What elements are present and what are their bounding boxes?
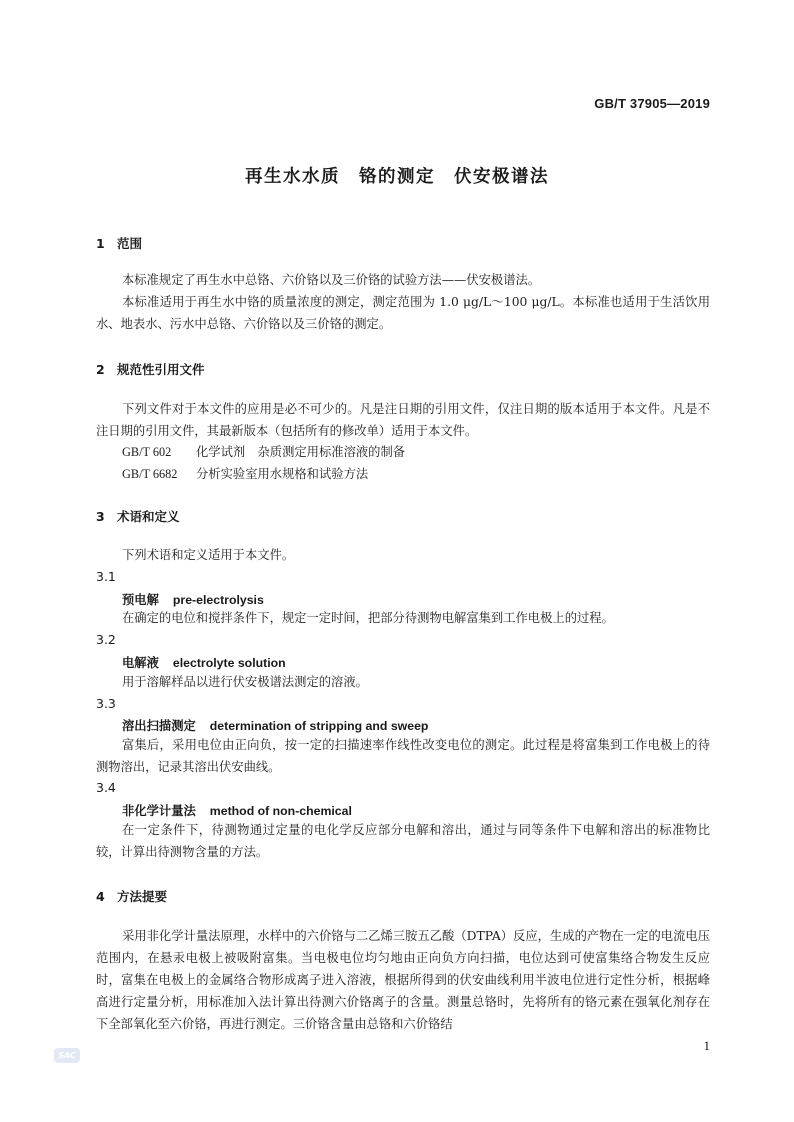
section-2-paragraph-1: 下列文件对于本文件的应用是必不可少的。凡是注日期的引用文件，仅注日期的版本适用于本文件。凡是不注日期的引用文件，其最新版本（包括所有的修改单）适用于本文件。 <box>96 402 710 438</box>
section-number: 2 <box>96 362 105 377</box>
reference-title: 分析实验室用水规格和试验方法 <box>196 467 369 481</box>
section-number: 1 <box>96 236 105 251</box>
term-heading <box>122 590 264 608</box>
section-title: 术语和定义 <box>117 509 180 524</box>
term-chinese: 非化学计量法 <box>122 804 196 818</box>
term-heading <box>122 716 428 734</box>
section-1-heading <box>96 234 142 252</box>
term-definition: 在一定条件下，待测物通过定量的电化学反应部分电解和溶出，通过与同等条件下电解和溶出的标准物比较，计算出待测物含量的方法。 <box>96 823 710 859</box>
term-chinese: 预电解 <box>122 593 159 607</box>
term-heading <box>122 653 286 671</box>
section-3-heading <box>96 507 180 525</box>
term-number: 3.2 <box>96 632 116 647</box>
term-chinese: 溶出扫描测定 <box>122 719 196 733</box>
term-chinese: 电解液 <box>122 656 159 670</box>
document-title: 再生水水质 铬的测定 伏安极谱法 <box>245 167 549 187</box>
section-number: 4 <box>96 889 105 904</box>
term-number: 3.1 <box>96 569 116 584</box>
reference-item <box>122 442 405 460</box>
term-english: pre-electrolysis <box>172 593 264 607</box>
section-1-paragraph-1: 本标准规定了再生水中总铬、六价铬以及三价铬的试验方法——伏安极谱法。 <box>122 273 541 287</box>
term-english: determination of stripping and sweep <box>209 719 429 733</box>
section-title: 范围 <box>117 236 143 251</box>
term-heading <box>122 801 352 819</box>
section-1-paragraph-2: 本标准适用于再生水中铬的质量浓度的测定，测定范围为 1.0 μg/L～100 μg/L。本标准也适用于生活饮用水、地表水、污水中总铬、六价铬以及三价铬的测定。 <box>96 295 710 331</box>
term-english: method of non-chemical <box>209 804 352 818</box>
term-definition: 用于溶解样品以进行伏安极谱法测定的溶液。 <box>122 675 368 689</box>
term-english: electrolyte solution <box>172 656 286 670</box>
section-2-heading <box>96 360 205 378</box>
reference-code: GB/T 6682 <box>122 467 178 481</box>
term-definition: 富集后，采用电位由正向负，按一定的扫描速率作线性改变电位的测定。此过程是将富集到工作电极上的待测物溶出，记录其溶出伏安曲线。 <box>96 738 710 774</box>
sac-logo-icon: SAC <box>54 1048 80 1063</box>
section-number: 3 <box>96 509 105 524</box>
section-3-paragraph-1: 下列术语和定义适用于本文件。 <box>122 548 295 562</box>
term-definition: 在确定的电位和搅拌条件下，规定一定时间，把部分待测物电解富集到工作电极上的过程。 <box>122 611 614 625</box>
reference-item <box>122 464 368 482</box>
page-number: 1 <box>703 1038 710 1053</box>
term-number: 3.3 <box>96 696 116 711</box>
section-4-paragraph-1: 采用非化学计量法原理，水样中的六价铬与二乙烯三胺五乙酸（DTPA）反应，生成的产物在一定的电流电压范围内，在悬汞电极上被吸附富集。当电极电位均匀地由正向负方向扫描，电位达到可使富集络合物发生反应时，富集在电极上的金属络合物形成离子进入溶液，根据所得到的伏安曲线利用半波电位进行定性分析，根据峰高进行定量分析，用标准加入法计算出待测六价铬离子的含量。测量总铬时，先将所有的铬元素在强氧化剂存在下全部氧化至六价铬，再进行测定。三价铬含量由总铬和六价铬结 <box>96 929 710 1031</box>
reference-code: GB/T 602 <box>122 445 172 459</box>
section-title: 规范性引用文件 <box>117 362 205 377</box>
section-4-heading <box>96 887 167 905</box>
section-title: 方法提要 <box>117 889 168 904</box>
term-number: 3.4 <box>96 780 116 795</box>
reference-title: 化学试剂 杂质测定用标准溶液的制备 <box>196 445 406 459</box>
standard-code: GB/T 37905—2019 <box>594 96 710 111</box>
